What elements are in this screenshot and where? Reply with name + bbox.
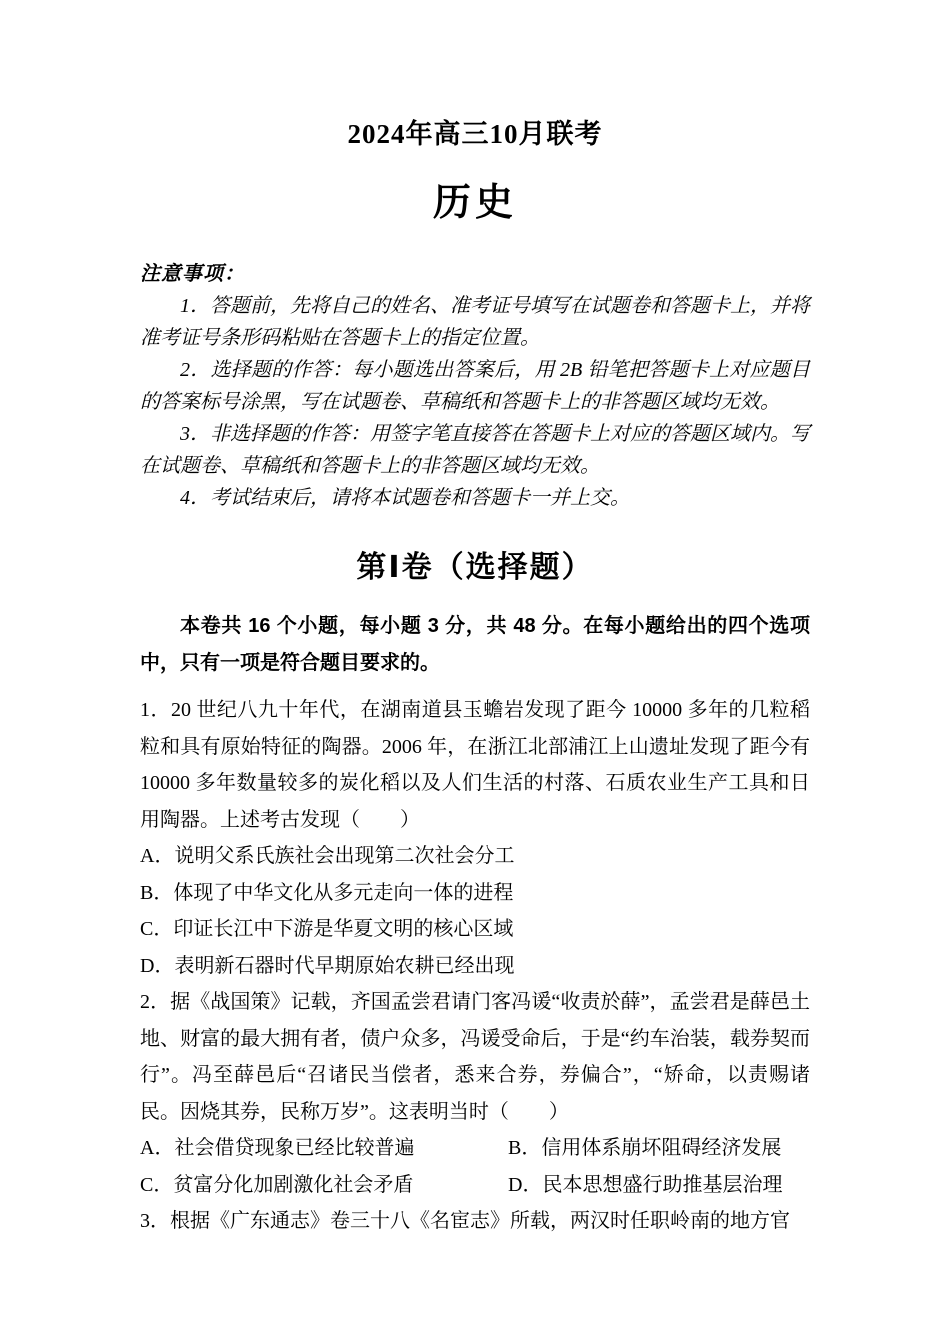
question-3-stem: 3．根据《广东通志》卷三十八《名宦志》所载，两汉时任职岭南的地方官 [140,1210,790,1232]
exam-title: 2024年高三10月联考 [347,119,603,149]
question-2-stem: 2．据《战国策》记载，齐国孟尝君请门客冯谖“收责於薛”，孟尝君是薛邑土地、财富的最大拥有者，债户众多，冯谖受命后，于是“约车治装，载券契而行”。冯至薛邑后“召诸民当偿者，悉来合券，券偏合”，“矫命，以责赐诸民。因烧其券，民称万岁”。这表明当时（ ） [140,991,810,1123]
question-2-option-b: B．信用体系崩坏阻碍经济发展 [508,1137,782,1159]
notice-item-4: 4．考试结束后，请将本试题卷和答题卡一并上交。 [180,487,630,509]
question-1 [140,692,810,984]
notice-item-3: 3．非选择题的作答：用签字笔直接答在答题卡上对应的答题区域内。写在试题卷、草稿纸和答题卡上的非答题区域均无效。 [140,423,810,477]
question-2-option-a: A．社会借贷现象已经比较普遍 [140,1137,415,1159]
notice-heading: 注意事项： [140,263,245,285]
subject-title: 历史 [432,182,517,224]
question-1-option-d: D．表明新石器时代早期原始农耕已经出现 [140,954,515,977]
question-1-option-c: C．印证长江中下游是华夏文明的核心区域 [140,918,514,940]
question-2-options [140,1130,810,1203]
section1-intro: 本卷共 16 个小题，每小题 3 分，共 48 分。在每小题给出的四个选项中，只有一项是符合题目要求的。 [140,615,810,674]
question-1-option-a: A．说明父系氏族社会出现第二次社会分工 [140,845,515,867]
notice-item-1: 1．答题前，先将自己的姓名、准考证号填写在试题卷和答题卡上，并将准考证号条形码粘贴在答题卡上的指定位置。 [140,295,810,349]
notice-section [140,258,810,514]
question-2-option-d: D．民本思想盛行助推基层治理 [508,1173,783,1196]
question-3 [140,1203,810,1240]
question-2-option-c: C．贫富分化加剧激化社会矛盾 [140,1173,414,1196]
question-1-stem: 1．20 世纪八九十年代，在湖南道县玉蟾岩发现了距今 10000 多年的几粒稻粒和具有原始特征的陶器。2006 年，在浙江北部浦江上山遗址发现了距今有 10000 多年数量较多的炭化稻以及人们生活的村落、石质农业生产工具和日用陶器。上述考古发现（ ） [140,699,810,831]
section1-heading: 第Ⅰ卷（选择题） [356,551,594,584]
question-2 [140,984,810,1203]
notice-item-2: 2．选择题的作答：每小题选出答案后，用 2B 铅笔把答题卡上对应题目的答案标号涂黑，写在试题卷、草稿纸和答题卡上的非答题区域均无效。 [140,359,810,413]
question-1-option-b: B．体现了中华文化从多元走向一体的进程 [140,881,514,904]
